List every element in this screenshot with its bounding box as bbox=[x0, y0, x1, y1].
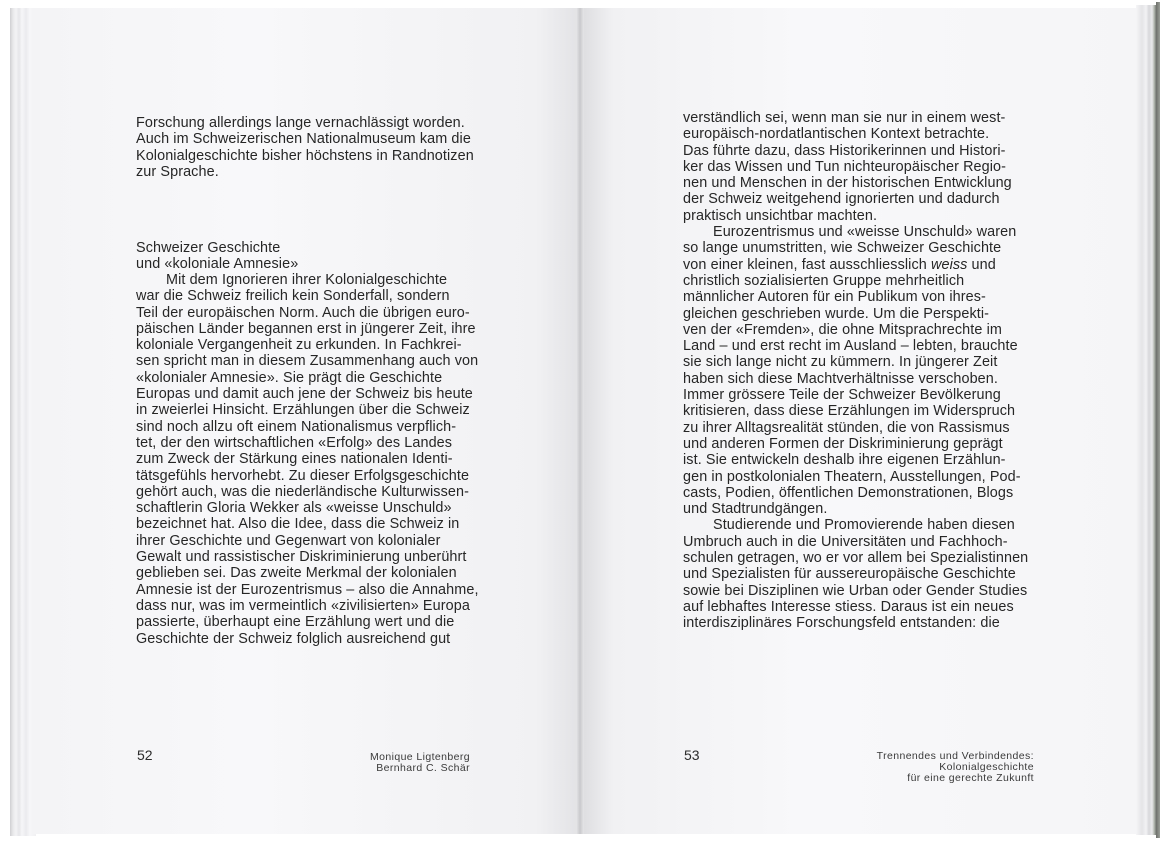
text-line: Auch im Schweizerischen Nationalmuseum kam die bbox=[136, 131, 471, 148]
text-line: koloniale Vergangenheit zu erkunden. In Fachkrei- bbox=[136, 337, 462, 354]
text-line: päischen Länder begannen erst in jüngerer Zeit, ihre bbox=[136, 320, 476, 337]
running-head-left bbox=[320, 752, 470, 774]
text-line: Gewalt und rassistischer Diskriminierung unberührt bbox=[136, 549, 467, 566]
text-line: gleichen geschrieben wurde. Um die Perspekti- bbox=[683, 305, 990, 322]
text-line: Land – und erst recht im Ausland – lebten, brauchte bbox=[683, 338, 1018, 355]
text-line: Mit dem Ignorieren ihrer Kolonialgeschichte bbox=[166, 272, 448, 288]
author-line: Bernhard C. Schär bbox=[376, 762, 470, 774]
text-line: «kolonialer Amnesie». Sie prägt die Geschichte bbox=[136, 369, 443, 386]
text-line: casts, Podien, öffentlichen Demonstrationen, Blogs bbox=[683, 484, 1014, 501]
text-line: geblieben sei. Das zweite Merkmal der kolonialen bbox=[136, 565, 457, 582]
book-cover-edge bbox=[1156, 2, 1160, 838]
text-line: passierte, überhaupt eine Erzählung wert und die bbox=[136, 614, 455, 631]
text-fragment: und bbox=[967, 256, 996, 273]
chapter-title-line: Kolonialgeschichte bbox=[939, 761, 1034, 773]
text-line: europäisch-nordatlantischen Kontext betrachte. bbox=[683, 126, 990, 143]
heading-line: und «koloniale Amnesie» bbox=[136, 256, 299, 273]
text-line: bezeichnet hat. Also die Idee, dass die Schweiz in bbox=[136, 516, 460, 533]
text-line: Teil der europäischen Norm. Auch die übrigen euro- bbox=[136, 304, 470, 321]
text-line: zu ihrer Alltagsrealität stünden, die von Rassismus bbox=[683, 419, 1010, 436]
text-line: nen und Menschen in der historischen Entwicklung bbox=[683, 175, 1012, 192]
left-body-paragraph bbox=[136, 272, 486, 647]
text-line: sen spricht man in diesem Zusammenhang auch von bbox=[136, 353, 479, 370]
text-fragment: von einer kleinen, fast ausschliesslich bbox=[683, 256, 931, 273]
text-line: gehört auch, was die niederländische Kulturwissen- bbox=[136, 483, 469, 500]
text-line: und anderen Formen der Diskriminierung geprägt bbox=[683, 435, 1003, 452]
text-line: Immer grössere Teile der Schweizer Bevölkerung bbox=[683, 387, 1001, 404]
text-line: kritisieren, dass diese Erzählungen im Widerspruch bbox=[683, 403, 1016, 420]
text-line: sowie bei Disziplinen wie Urban oder Gender Studies bbox=[683, 582, 1028, 599]
text-line: Das führte dazu, dass Historikerinnen und Histori- bbox=[683, 142, 1006, 159]
text-line: verständlich sei, wenn man sie nur in einem west- bbox=[683, 110, 1006, 126]
text-line: sind noch allzu oft einem Nationalismus verpflich- bbox=[136, 418, 457, 435]
right-page-edges bbox=[1136, 5, 1156, 835]
text-line: praktisch unsichtbar machten. bbox=[683, 207, 878, 224]
book-gutter bbox=[576, 8, 584, 834]
chapter-title-line: Trennendes und Verbindendes: bbox=[876, 750, 1034, 762]
running-head-right bbox=[836, 751, 1034, 784]
text-line: und Spezialisten für aussereuropäische Geschichte bbox=[683, 566, 1016, 583]
text-line: ihrer Geschichte und Gegenwart von kolonialer bbox=[136, 532, 441, 549]
chapter-title-line: für eine gerechte Zukunft bbox=[907, 772, 1034, 784]
text-line: Forschung allerdings lange vernachlässigt worden. bbox=[136, 115, 465, 131]
text-line: männlicher Autoren für ein Publikum von ihres- bbox=[683, 289, 986, 306]
text-line: sie sich lange nicht zu kümmern. In jüngerer Zeit bbox=[683, 354, 998, 371]
left-intro-paragraph bbox=[136, 115, 492, 180]
page-number-right: 53 bbox=[684, 747, 700, 763]
section-heading bbox=[136, 240, 492, 273]
text-line: ker das Wissen und Tun nichteuropäischer Regio- bbox=[683, 158, 1007, 175]
text-line: in zweierlei Hinsicht. Erzählungen über die Schweiz bbox=[136, 402, 470, 419]
text-line: so lange unumstritten, wie Schweizer Geschichte bbox=[683, 240, 1002, 257]
text-line: haben sich diese Machtverhältnisse verschoben. bbox=[683, 370, 998, 387]
text-line: zur Sprache. bbox=[136, 163, 219, 180]
page-number-left: 52 bbox=[137, 747, 153, 763]
text-line: Umbruch auch in die Universitäten und Fachhoch- bbox=[683, 533, 1008, 550]
right-body-text bbox=[683, 110, 1035, 632]
text-line: ist. Sie entwickeln deshalb ihre eigenen Erzählun- bbox=[683, 452, 1006, 469]
heading-line: Schweizer Geschichte bbox=[136, 240, 281, 256]
text-line: zum Zweck der Stärkung eines nationalen Identi- bbox=[136, 451, 453, 468]
text-line: schaftlerin Gloria Wekker als «weisse Unschuld» bbox=[136, 500, 452, 517]
author-line: Monique Ligtenberg bbox=[369, 751, 470, 763]
text-line: tätsgefühls hervorhebt. Zu dieser Erfolgsgeschichte bbox=[136, 467, 470, 484]
text-line: Geschichte der Schweiz folglich ausreichend gut bbox=[136, 630, 451, 647]
text-line: der Schweiz weitgehend ignorierten und dadurch bbox=[683, 191, 1000, 208]
text-line: interdisziplinäres Forschungsfeld entstanden: die bbox=[683, 615, 1000, 632]
text-line: Eurozentrismus und «weisse Unschuld» waren bbox=[713, 224, 1017, 241]
text-line: war die Schweiz freilich kein Sonderfall, sondern bbox=[136, 288, 450, 305]
text-line: schulen getragen, wo er vor allem bei Spezialistinnen bbox=[683, 550, 1029, 567]
text-line: Kolonialgeschichte bisher höchstens in Randnotizen bbox=[136, 147, 474, 164]
emphasis-weiss: weiss bbox=[930, 256, 968, 273]
text-line: christlich sozialisierten Gruppe mehrheitlich bbox=[683, 272, 965, 289]
text-line: Amnesie ist der Eurozentrismus – also die Annahme, bbox=[136, 581, 479, 598]
text-line: Europas und damit auch jene der Schweiz bis heute bbox=[136, 386, 473, 403]
text-line: und Stadtrundgängen. bbox=[683, 501, 828, 518]
text-line: ven der «Fremden», die ohne Mitsprachrechte im bbox=[683, 321, 1002, 338]
text-line bbox=[683, 257, 1035, 273]
text-line: dass nur, was im vermeintlich «zivilisierten» Europa bbox=[136, 597, 470, 614]
text-line: auf lebhaftes Interesse stiess. Daraus ist ein neues bbox=[683, 598, 1014, 615]
text-line: gen in postkolonialen Theatern, Ausstellungen, Pod- bbox=[683, 468, 1021, 485]
text-line: Studierende und Promovierende haben diesen bbox=[713, 517, 1015, 534]
text-line: tet, der den wirtschaftlichen «Erfolg» des Landes bbox=[136, 434, 453, 451]
